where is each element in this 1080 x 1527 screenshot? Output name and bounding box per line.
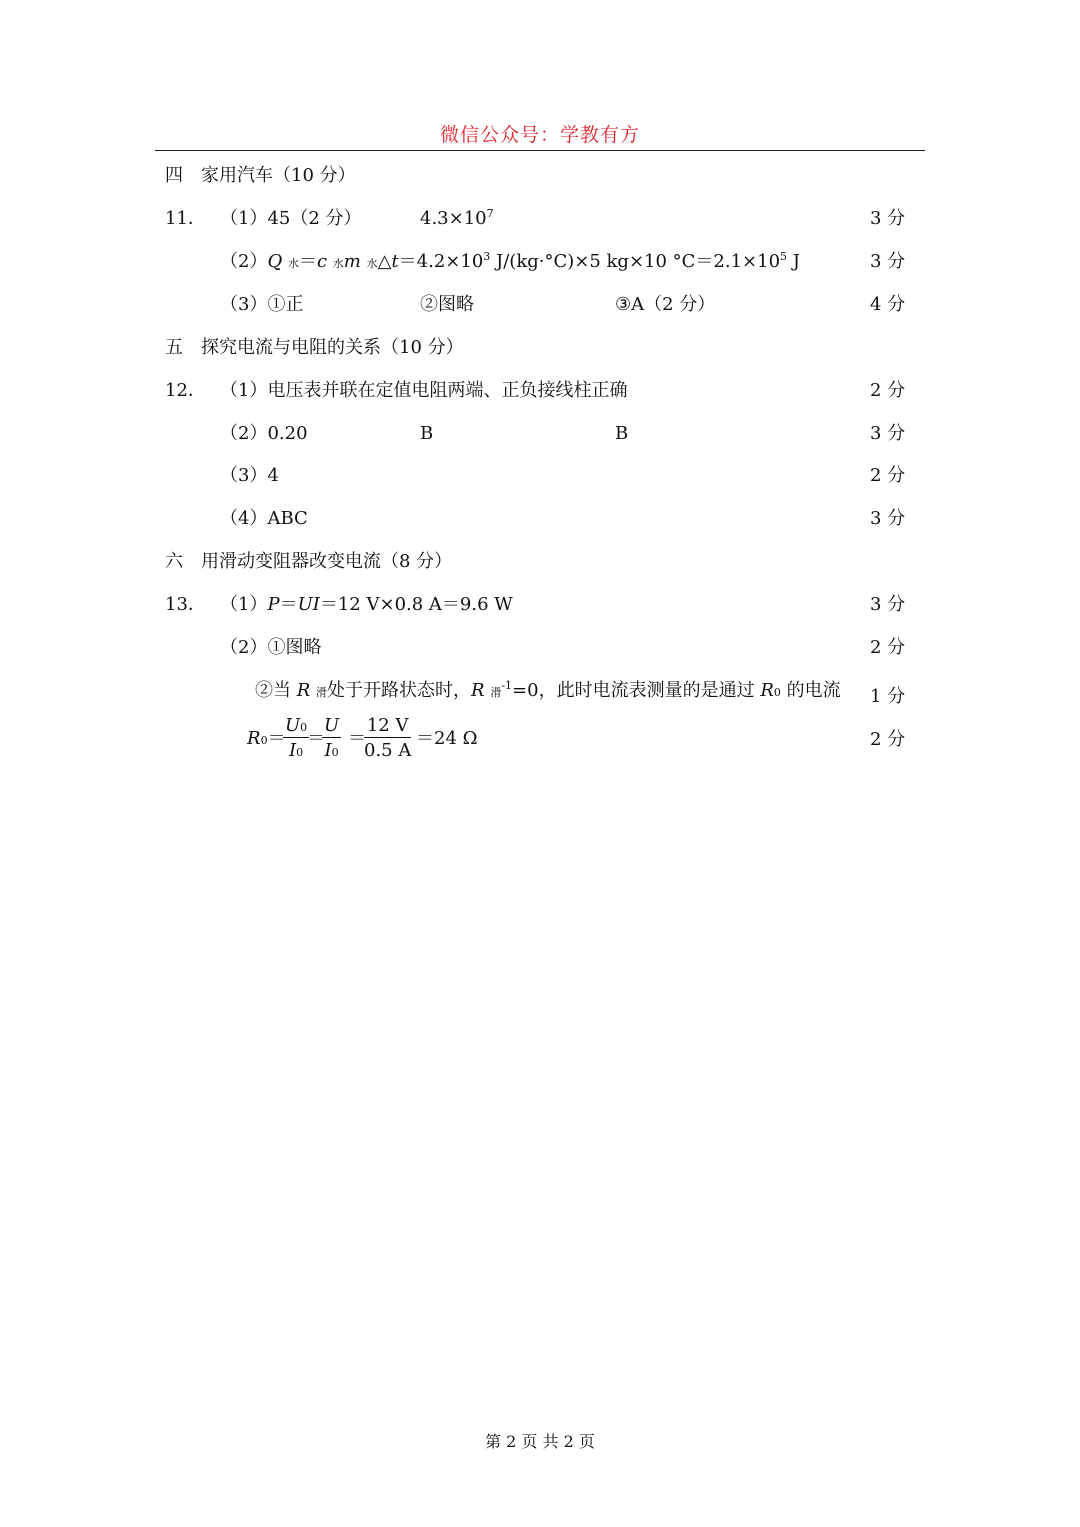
q13-part2-score: 2 分 xyxy=(870,637,906,658)
q11-part1-score: 3 分 xyxy=(870,208,906,229)
q12-part3: （3）4 xyxy=(220,465,279,486)
q11-part1-value: $4.3\times 10^7$ xyxy=(420,207,494,229)
q11-part3-score: 4 分 xyxy=(870,294,906,315)
q11-part3-c: ③A（2 分） xyxy=(615,294,716,315)
question-11-number: 11． xyxy=(165,208,206,229)
q12-part2-b: B xyxy=(420,423,434,444)
q11-part3: （3）①正 xyxy=(220,294,304,315)
question-12-number: 12． xyxy=(165,380,206,401)
formula-eq-3: ＝ xyxy=(348,728,366,749)
q12-part1-score: 2 分 xyxy=(870,380,906,401)
formula-eq-2: ＝ xyxy=(307,728,325,749)
formula-result: ＝24 Ω xyxy=(416,728,478,749)
page-header: 微信公众号：学教有方 xyxy=(439,124,640,146)
page-footer: 第 2 页 共 2 页 xyxy=(485,1432,595,1451)
q13-formula-score: 2 分 xyxy=(870,729,906,750)
q13-part1-score: 3 分 xyxy=(870,594,906,615)
q13-part2: （2）①图略 xyxy=(220,637,322,658)
section-6-title: 六 用滑动变阻器改变电流（8 分） xyxy=(165,551,453,572)
q13-part1: （1）P＝UI＝12 V×0.8 A＝9.6 W xyxy=(220,594,513,615)
fraction-12v-over-05a: $\frac{12 V}{0.5 A}$ xyxy=(364,715,412,761)
q13-part2-explanation: ②当 R 滑处于开路状态时，R 滑$^{-1}$=0，此时电流表测量的是通过 R0 的电流 xyxy=(255,679,841,701)
q12-part1: （1）电压表并联在定值电阻两端、正负接线柱正确 xyxy=(220,380,628,401)
q11-part2-score: 3 分 xyxy=(870,251,906,272)
question-13-number: 13． xyxy=(165,594,206,615)
q12-part2-c: B xyxy=(615,423,629,444)
q12-part2-score: 3 分 xyxy=(870,423,906,444)
q11-part3-b: ②图略 xyxy=(420,294,474,315)
section-4-title: 四 家用汽车（10 分） xyxy=(165,165,356,186)
section-5-title: 五 探究电流与电阻的关系（10 分） xyxy=(165,337,464,358)
q13-part2-explanation-score: 1 分 xyxy=(870,686,906,707)
formula-lhs: R0＝ xyxy=(247,728,286,749)
q12-part4: （4）ABC xyxy=(220,508,308,529)
fraction-u0-over-i0: $\frac{U0}{I0}$ xyxy=(285,715,308,761)
q12-part2: （2）0.20 xyxy=(220,423,308,444)
fraction-u-over-i0: $\frac{U}{I0}$ xyxy=(324,715,340,761)
q12-part3-score: 2 分 xyxy=(870,465,906,486)
header-rule xyxy=(155,150,925,151)
q12-part4-score: 3 分 xyxy=(870,508,906,529)
q11-part1: （1）45（2 分） xyxy=(220,208,362,229)
q11-part2: （2）Q 水＝c 水m 水$\triangle t=4.2\times 10^3$ J/(kg·°C)×5 kg×10 $^\circ C=2.1\times 10^5$ J xyxy=(220,250,800,272)
